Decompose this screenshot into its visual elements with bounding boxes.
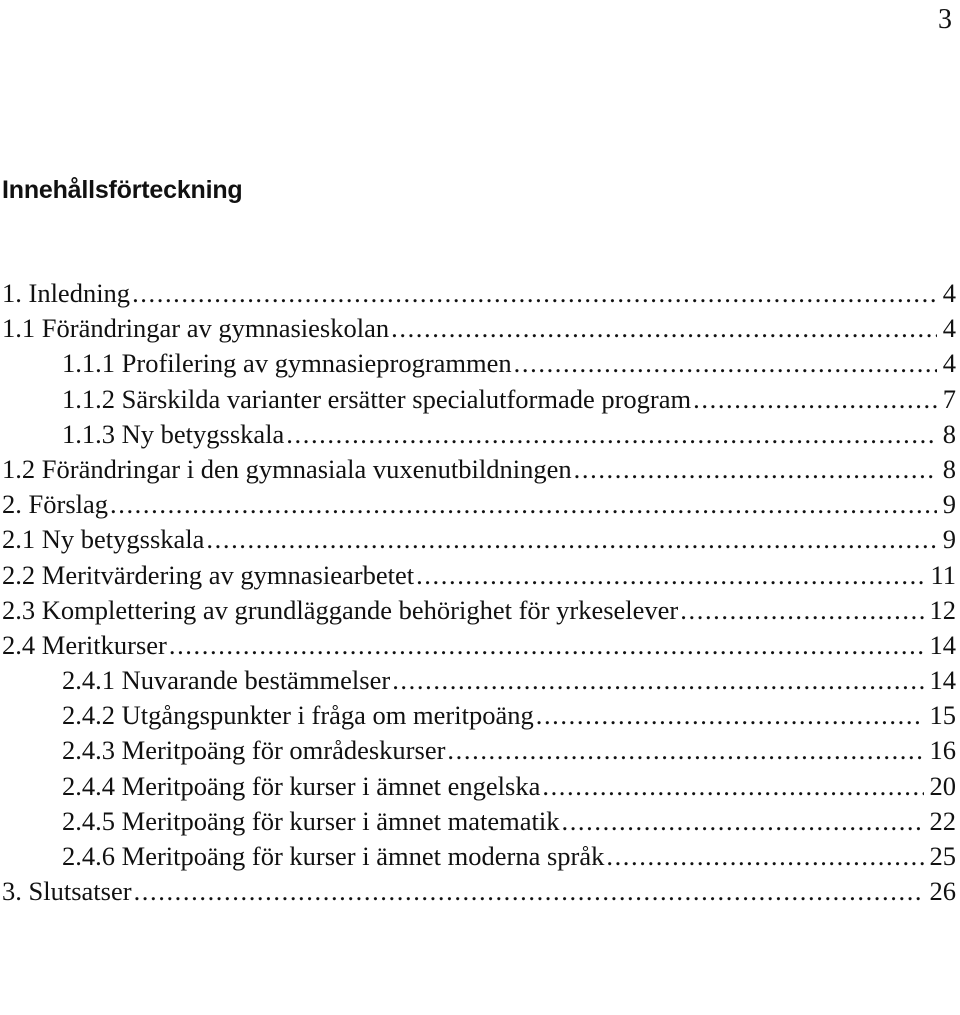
toc-entry-page: 8 — [942, 453, 956, 484]
toc-entry-1-1-2[interactable] — [0, 382, 960, 417]
toc-entry-title: 1.1 Förändringar av gymnasieskolan — [2, 313, 390, 344]
toc-entry-2[interactable] — [0, 487, 960, 522]
toc-entry-title: 2.2 Meritvärdering av gymnasiearbetet — [2, 559, 415, 590]
toc-entry-1-1-1[interactable] — [0, 346, 960, 381]
toc-entry-page: 9 — [942, 524, 956, 555]
toc-entry-page: 22 — [929, 805, 956, 836]
toc-entry-page: 15 — [929, 700, 956, 731]
toc-entry-2-1[interactable] — [0, 522, 960, 557]
toc-entry-title: 2. Förslag — [2, 489, 108, 520]
dot-leader — [134, 874, 924, 909]
toc-entry-title: 2.3 Komplettering av grundläggande behörighet för yrkeselever — [2, 594, 679, 625]
dot-leader — [680, 593, 923, 628]
toc-entry-title: 1.1.1 Profilering av gymnasieprogrammen — [62, 348, 512, 379]
toc-entry-title: 2.4.5 Meritpoäng för kurser i ämnet matematik — [62, 805, 560, 836]
toc-entry-title: 2.4 Meritkurser — [2, 629, 167, 660]
toc-entry-title: 2.4.6 Meritpoäng för kurser i ämnet moderna språk — [62, 841, 605, 871]
dot-leader — [514, 346, 937, 381]
page-number: 3 — [938, 4, 952, 35]
toc-entry-title: 2.4.4 Meritpoäng för kurser i ämnet engelska — [62, 770, 541, 801]
toc-entry-2-4-2[interactable] — [0, 698, 960, 733]
dot-leader — [206, 522, 936, 557]
dot-leader — [574, 452, 937, 487]
toc-entry-2-2[interactable] — [0, 558, 960, 593]
toc-heading: Innehållsförteckning — [2, 176, 243, 204]
toc-entry-2-4-3[interactable] — [0, 733, 960, 768]
dot-leader — [536, 698, 924, 733]
toc-entry-page: 14 — [929, 629, 956, 660]
dot-leader — [416, 558, 924, 593]
toc-entry-page: 14 — [929, 665, 956, 696]
toc-entry-page: 7 — [942, 383, 956, 414]
toc-entry-title: 2.4.1 Nuvarande bestämmelser — [62, 665, 391, 696]
toc-entry-page: 9 — [942, 489, 956, 520]
toc-entry-2-3[interactable] — [0, 593, 960, 628]
toc-entry-1-1[interactable] — [0, 311, 960, 346]
toc-entry-page: 26 — [929, 876, 956, 907]
toc-entry-page: 4 — [942, 348, 956, 379]
toc-entry-page: 12 — [929, 594, 956, 625]
toc-entry-title: 2.1 Ny betygsskala — [2, 524, 205, 555]
toc-entry-page: 20 — [929, 770, 956, 801]
dot-leader — [110, 487, 937, 522]
toc-entry-2-4-6[interactable] — [0, 839, 960, 874]
toc-entry-title: 1. Inledning — [2, 278, 131, 308]
toc-entry-title: 3. Slutsatser — [2, 876, 132, 907]
dot-leader — [132, 276, 937, 311]
dot-leader — [561, 804, 923, 839]
toc-entry-page: 11 — [930, 559, 956, 590]
dot-leader — [693, 382, 937, 417]
dot-leader — [606, 839, 923, 874]
dot-leader — [542, 769, 923, 804]
toc-entry-page: 4 — [942, 313, 956, 344]
dot-leader — [447, 733, 923, 768]
dot-leader — [391, 311, 937, 346]
toc-entry-1-2[interactable] — [0, 452, 960, 487]
toc-entry-1[interactable] — [0, 276, 960, 311]
toc-entry-1-1-3[interactable] — [0, 417, 960, 452]
table-of-contents — [0, 276, 960, 909]
toc-entry-page: 25 — [929, 841, 956, 871]
toc-entry-title: 1.1.2 Särskilda varianter ersätter specialutformade program — [62, 383, 692, 414]
toc-entry-title: 2.4.2 Utgångspunkter i fråga om meritpoäng — [62, 700, 534, 731]
toc-entry-page: 4 — [942, 278, 956, 308]
dot-leader — [169, 628, 924, 663]
toc-entry-title: 2.4.3 Meritpoäng för områdeskurser — [62, 735, 446, 766]
toc-entry-page: 16 — [929, 735, 956, 766]
toc-entry-page: 8 — [942, 418, 956, 449]
toc-entry-title: 1.1.3 Ny betygsskala — [62, 418, 285, 449]
toc-entry-title: 1.2 Förändringar i den gymnasiala vuxenutbildningen — [2, 453, 572, 484]
dot-leader — [392, 663, 923, 698]
toc-entry-2-4-4[interactable] — [0, 769, 960, 804]
toc-entry-2-4-5[interactable] — [0, 804, 960, 839]
dot-leader — [286, 417, 936, 452]
toc-entry-2-4[interactable] — [0, 628, 960, 663]
toc-entry-2-4-1[interactable] — [0, 663, 960, 698]
toc-entry-3[interactable] — [0, 874, 960, 909]
